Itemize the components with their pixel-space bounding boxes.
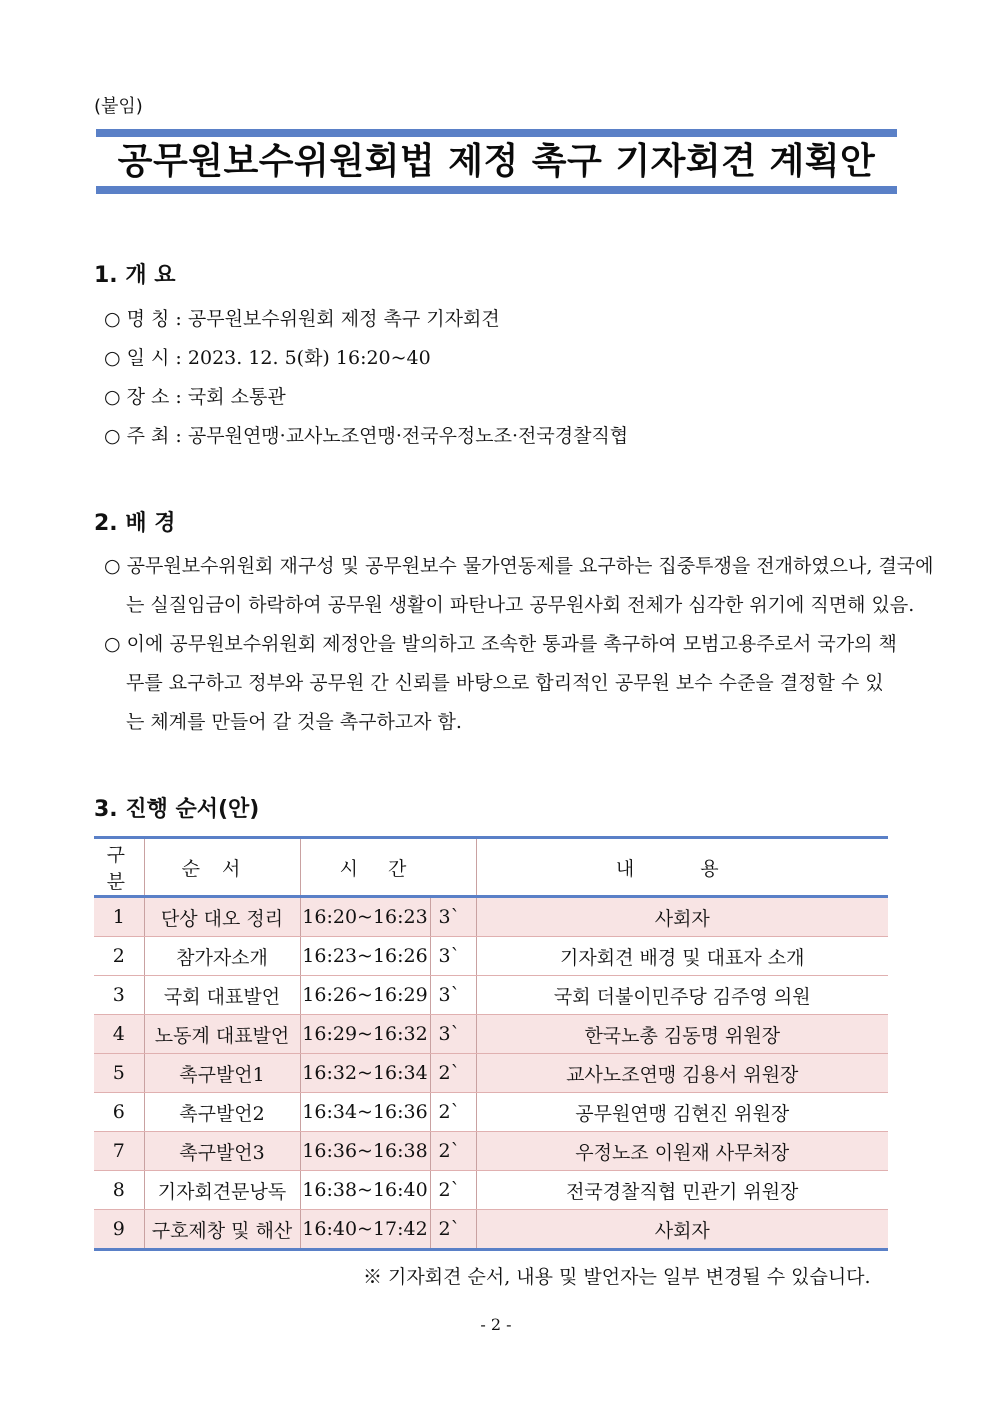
bullet: ○ [104, 386, 121, 408]
table-footnote: ※ 기자회견 순서, 내용 및 발언자는 일부 변경될 수 있습니다. [363, 1266, 871, 1288]
page-number: - 2 - [480, 1315, 512, 1334]
table-header-row [94, 838, 888, 897]
cell-no: 6 [94, 1093, 144, 1132]
cell-time: 16:23~16:26 [300, 937, 430, 976]
bullet: ○ [104, 308, 121, 330]
cell-duration: 3` [430, 897, 476, 937]
background-para2-line3: 는 체계를 만들어 갈 것을 촉구하고자 함. [126, 711, 462, 733]
cell-content: 한국노총 김동명 위원장 [476, 1015, 888, 1054]
cell-duration: 3` [430, 937, 476, 976]
table-row [94, 1171, 888, 1210]
cell-no: 1 [94, 897, 144, 937]
cell-no: 3 [94, 976, 144, 1015]
cell-no: 4 [94, 1015, 144, 1054]
overview-item-name [104, 304, 500, 331]
cell-time: 16:40~17:42 [300, 1210, 430, 1250]
cell-content: 전국경찰직협 민관기 위원장 [476, 1171, 888, 1210]
title-top-rule [96, 129, 897, 137]
section2-heading: 2. 배 경 [94, 511, 176, 536]
cell-content: 사회자 [476, 897, 888, 937]
cell-order: 구호제창 및 해산 [144, 1210, 300, 1250]
background-para1-line1 [104, 551, 934, 578]
attachment-label: (붙임) [94, 96, 143, 117]
table-row [94, 1054, 888, 1093]
cell-duration: 2` [430, 1171, 476, 1210]
cell-duration: 3` [430, 1015, 476, 1054]
header-no: 구분 [94, 838, 144, 897]
cell-no: 7 [94, 1132, 144, 1171]
header-content: 내 용 [476, 838, 888, 897]
cell-order: 촉구발언2 [144, 1093, 300, 1132]
item-value: 공무원연맹·교사노조연맹·전국우정노조·전국경찰직협 [187, 425, 629, 447]
cell-content: 국회 더불이민주당 김주영 의원 [476, 976, 888, 1015]
item-value: 국회 소통관 [187, 386, 286, 408]
page-title: 공무원보수위원회법 제정 촉구 기자회견 계획안 [117, 141, 876, 182]
title-bottom-rule [96, 186, 897, 194]
cell-duration: 2` [430, 1210, 476, 1250]
cell-order: 기자회견문낭독 [144, 1171, 300, 1210]
table-row [94, 1210, 888, 1250]
cell-time: 16:38~16:40 [300, 1171, 430, 1210]
para-text: 공무원보수위원회 재구성 및 공무원보수 물가연동제를 요구하는 집중투쟁을 전개하였으나, 결국에 [126, 555, 934, 577]
cell-time: 16:32~16:34 [300, 1054, 430, 1093]
section1-heading: 1. 개 요 [94, 263, 176, 288]
table-row [94, 1093, 888, 1132]
cell-time: 16:36~16:38 [300, 1132, 430, 1171]
table-row [94, 937, 888, 976]
item-value: 공무원보수위원회 제정 촉구 기자회견 [187, 308, 500, 330]
cell-time: 16:29~16:32 [300, 1015, 430, 1054]
cell-order: 노동계 대표발언 [144, 1015, 300, 1054]
cell-no: 5 [94, 1054, 144, 1093]
overview-item-host [104, 421, 628, 448]
cell-order: 촉구발언3 [144, 1132, 300, 1171]
cell-time: 16:20~16:23 [300, 897, 430, 937]
cell-duration: 2` [430, 1132, 476, 1171]
cell-duration: 3` [430, 976, 476, 1015]
cell-content: 교사노조연맹 김용서 위원장 [476, 1054, 888, 1093]
cell-content: 기자회견 배경 및 대표자 소개 [476, 937, 888, 976]
item-label: 일 시 : [126, 347, 182, 369]
section3-heading: 3. 진행 순서(안) [94, 797, 260, 822]
bullet: ○ [104, 555, 121, 577]
cell-order: 참가자소개 [144, 937, 300, 976]
cell-duration: 2` [430, 1093, 476, 1132]
bullet: ○ [104, 633, 121, 655]
background-para2-line2: 무를 요구하고 정부와 공무원 간 신뢰를 바탕으로 합리적인 공무원 보수 수준을 결정할 수 있 [126, 672, 884, 694]
table-row [94, 1015, 888, 1054]
schedule-table [94, 836, 888, 1251]
background-para2-line1 [104, 629, 897, 656]
item-label: 주 최 : [126, 425, 182, 447]
cell-order: 단상 대오 정리 [144, 897, 300, 937]
cell-no: 9 [94, 1210, 144, 1250]
overview-item-date [104, 343, 431, 370]
item-label: 명 칭 : [126, 308, 182, 330]
header-time: 시간 [300, 838, 476, 897]
cell-order: 촉구발언1 [144, 1054, 300, 1093]
item-value: 2023. 12. 5(화) 16:20~40 [187, 347, 431, 369]
cell-time: 16:26~16:29 [300, 976, 430, 1015]
table-row [94, 976, 888, 1015]
overview-item-place [104, 382, 286, 409]
table-row [94, 897, 888, 937]
table-row [94, 1132, 888, 1171]
para-text: 이에 공무원보수위원회 제정안을 발의하고 조속한 통과를 촉구하여 모범고용주로서 국가의 책 [126, 633, 897, 655]
background-para1-line2: 는 실질임금이 하락하여 공무원 생활이 파탄나고 공무원사회 전체가 심각한 위기에 직면해 있음. [126, 594, 915, 616]
cell-content: 사회자 [476, 1210, 888, 1250]
bullet: ○ [104, 425, 121, 447]
item-label: 장 소 : [126, 386, 182, 408]
bullet: ○ [104, 347, 121, 369]
cell-time: 16:34~16:36 [300, 1093, 430, 1132]
cell-order: 국회 대표발언 [144, 976, 300, 1015]
cell-duration: 2` [430, 1054, 476, 1093]
cell-content: 공무원연맹 김현진 위원장 [476, 1093, 888, 1132]
cell-no: 8 [94, 1171, 144, 1210]
header-order: 순서 [144, 838, 300, 897]
cell-no: 2 [94, 937, 144, 976]
cell-content: 우정노조 이원재 사무처장 [476, 1132, 888, 1171]
